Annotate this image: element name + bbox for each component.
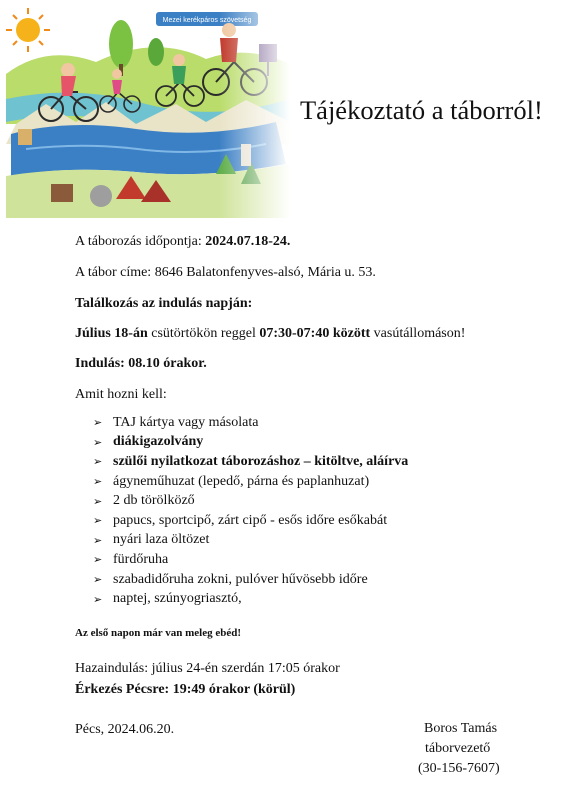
list-item: ➢ papucs, sportcipő, zárt cipő - esős időre esőkabát	[93, 512, 388, 528]
lunch-note: Az első napon már van meleg ebéd!	[75, 627, 242, 639]
arrow-bullet-icon: ➢	[93, 592, 103, 606]
arrow-bullet-icon: ➢	[93, 514, 103, 528]
list-item: ➢ szabadidőruha zokni, pulóver hűvösebb időre	[93, 571, 368, 587]
list-item: ➢ fürdőruha	[93, 551, 169, 567]
signer-name: Boros Tamás	[424, 721, 498, 736]
arrow-bullet-icon: ➢	[93, 494, 103, 508]
meeting-time: 07:30-07:40 között	[259, 326, 371, 341]
camp-date-label: A táborozás időpontja:	[75, 234, 206, 249]
list-item: ➢ naptej, szúnyogriasztó,	[93, 591, 242, 607]
arrow-bullet-icon: ➢	[93, 455, 103, 469]
list-item: ➢ nyári laza öltözet	[93, 532, 210, 548]
list-item: ➢ diákigazolvány	[93, 434, 204, 450]
place-and-date: Pécs, 2024.06.20.	[75, 722, 175, 737]
arrow-bullet-icon: ➢	[93, 475, 103, 489]
list-item: ➢ 2 db törölköző	[93, 493, 195, 509]
meeting-place: vasútállomáson!	[370, 326, 466, 341]
meeting-heading: Találkozás az indulás napján:	[75, 296, 253, 311]
camp-address: A tábor címe: 8646 Balatonfenyves-alsó, Mária u. 53.	[75, 265, 376, 280]
return-departure: Hazaindulás: július 24-én szerdán 17:05 órakor	[75, 661, 340, 676]
list-item: ➢ ágyneműhuzat (lepedő, párna és paplanhuzat)	[93, 473, 370, 489]
document-title: Tájékoztató a táborról!	[300, 95, 543, 125]
signer-phone: (30-156-7607)	[418, 761, 500, 776]
camp-illustration	[6, 4, 290, 218]
camp-date-line	[75, 234, 290, 250]
arrow-bullet-icon: ➢	[93, 553, 103, 567]
meeting-day: Július 18-án	[75, 326, 148, 341]
packing-list	[93, 413, 408, 609]
bring-label: Amit hozni kell:	[75, 387, 167, 402]
list-item: ➢ szülői nyilatkozat táborozáshoz – kitöltve, aláírva	[93, 453, 409, 469]
signer-role: táborvezető	[425, 741, 491, 756]
meeting-mid: csütörtökön reggel	[147, 326, 260, 341]
arrow-bullet-icon: ➢	[93, 416, 103, 430]
list-item: ➢ TAJ kártya vagy másolata	[93, 414, 259, 430]
arrow-bullet-icon: ➢	[93, 533, 103, 547]
departure-time: Indulás: 08.10 órakor.	[75, 356, 207, 371]
meeting-details	[75, 326, 465, 342]
arrow-bullet-icon: ➢	[93, 435, 103, 449]
arrow-bullet-icon: ➢	[93, 573, 103, 587]
arrival-time: Érkezés Pécsre: 19:49 órakor (körül)	[75, 682, 296, 697]
camp-date-value: 2024.07.18-24.	[205, 234, 291, 249]
